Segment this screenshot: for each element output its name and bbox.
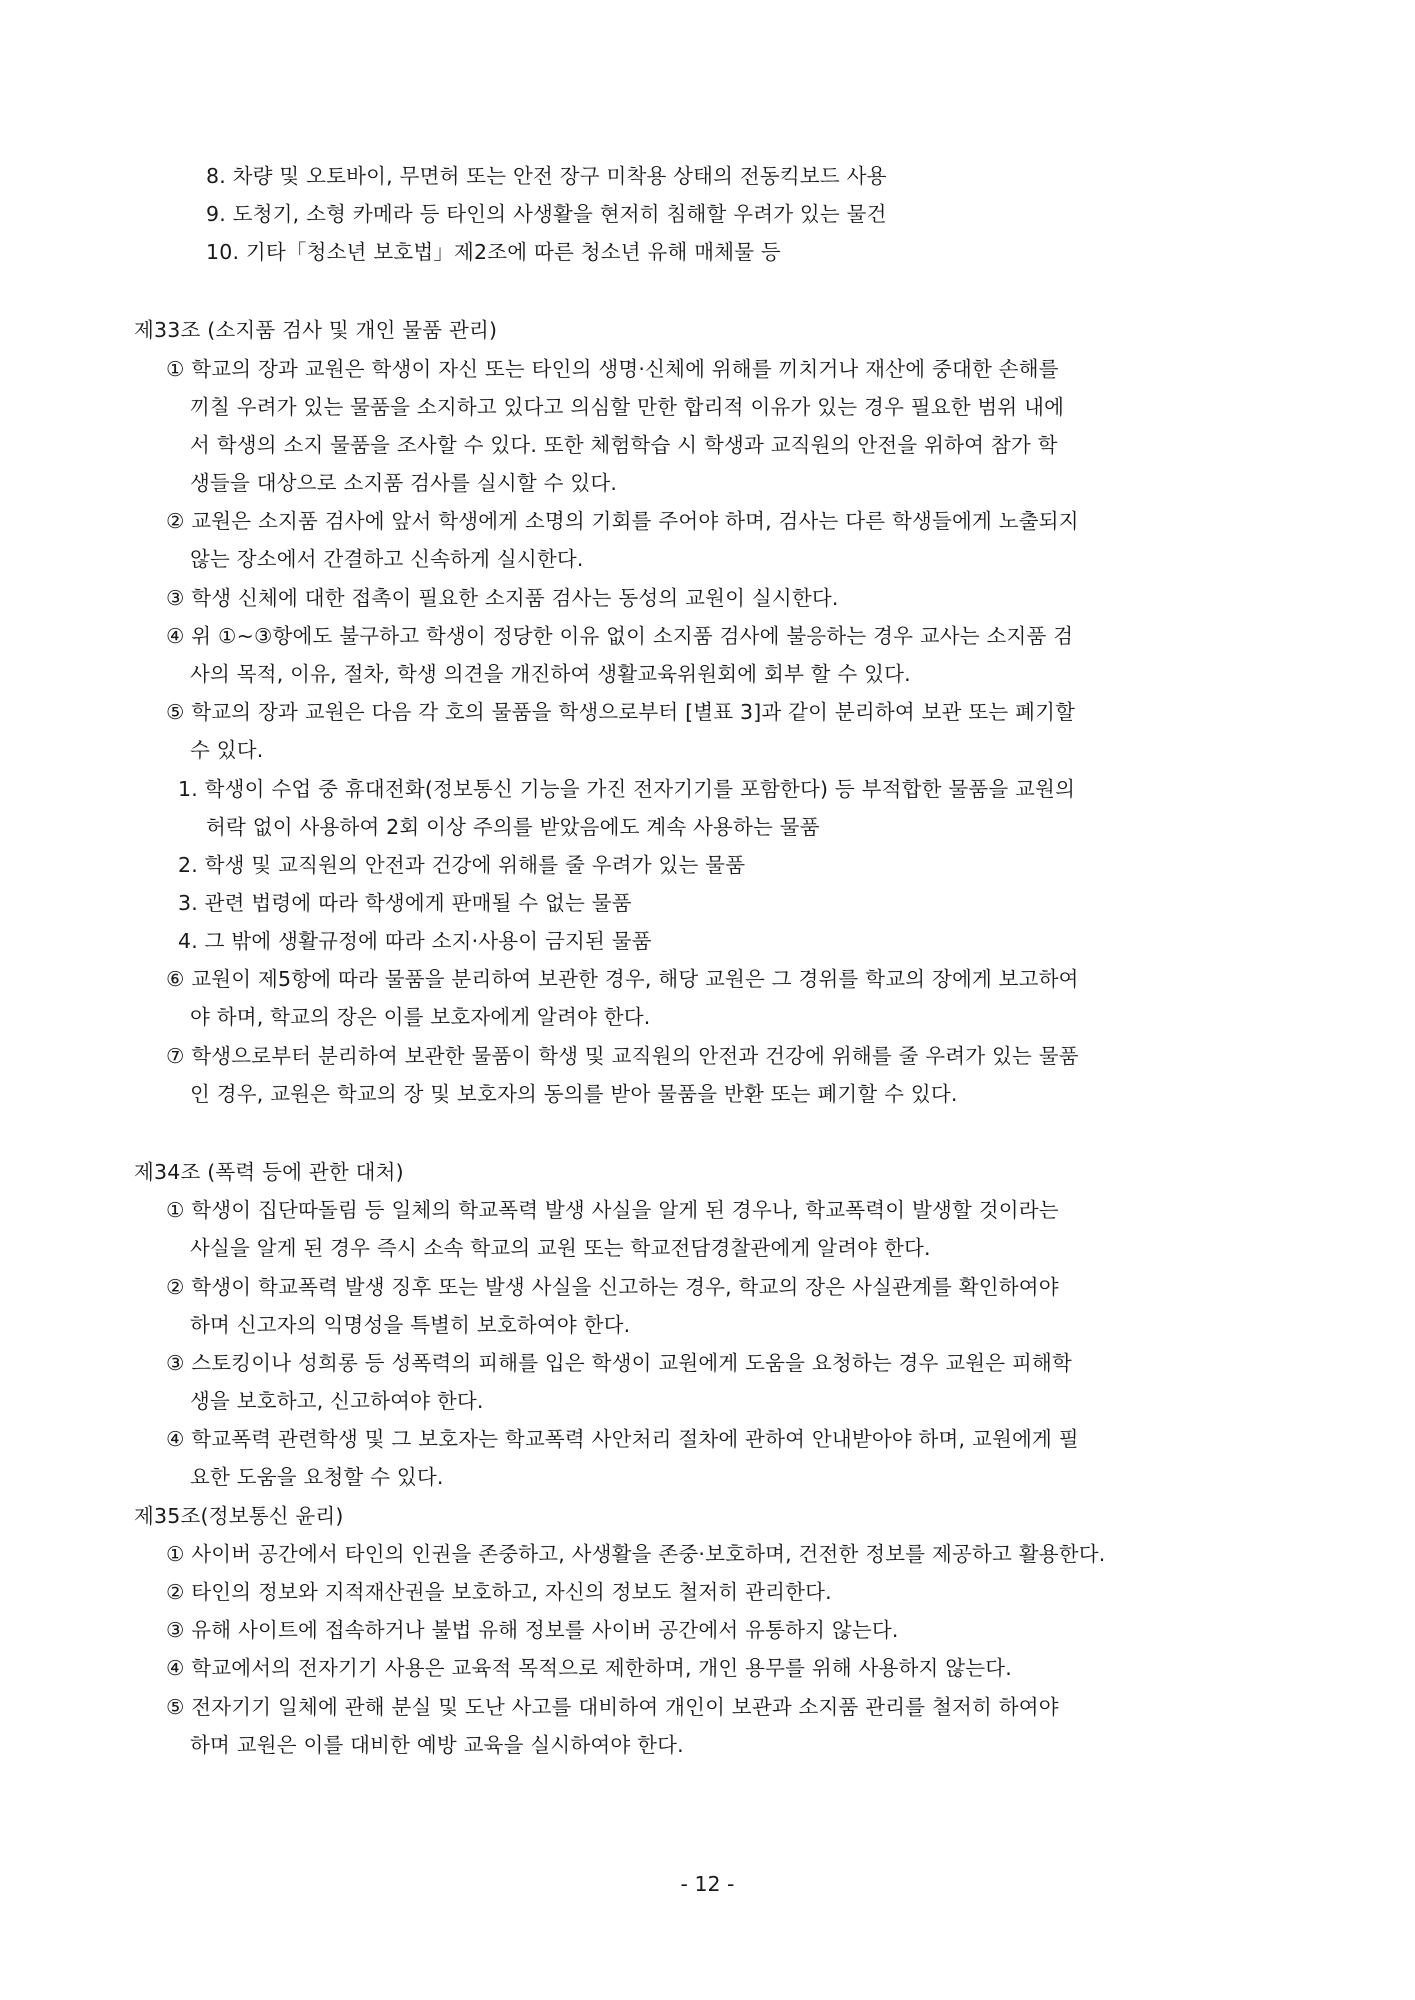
art33-para6-line1: ⑥ 교원이 제5항에 따라 물품을 분리하여 보관한 경우, 해당 교원은 그 경위를 학교의 장에게 보고하여 [166, 967, 1079, 991]
art35-para1: ① 사이버 공간에서 타인의 인권을 존중하고, 사생활을 존중·보호하며, 건전한 정보를 제공하고 활용한다. [166, 1542, 1106, 1566]
art35-para3: ③ 유해 사이트에 접속하거나 불법 유해 정보를 사이버 공간에서 유통하지 않는다. [166, 1618, 899, 1642]
art35-para2: ② 타인의 정보와 지적재산권을 보호하고, 자신의 정보도 철저히 관리한다. [166, 1580, 832, 1604]
list-item: 8. 차량 및 오토바이, 무면허 또는 안전 장구 미착용 상태의 전동킥보드 사용 [206, 164, 887, 188]
list-item: 10. 기타「청소년 보호법」제2조에 따른 청소년 유해 매체물 등 [206, 240, 781, 264]
art34-para1-line1: ① 학생이 집단따돌림 등 일체의 학교폭력 발생 사실을 알게 된 경우나, 학교폭력이 발생할 것이라는 [166, 1198, 1059, 1222]
art34-para4-line2: 요한 도움을 요청할 수 있다. [190, 1465, 444, 1489]
art33-para1-line2: 끼칠 우려가 있는 물품을 소지하고 있다고 의심할 만한 합리적 이유가 있는 경우 필요한 범위 내에 [190, 395, 1065, 419]
art33-para5-line2: 수 있다. [190, 738, 264, 762]
art33-para5-line1: ⑤ 학교의 장과 교원은 다음 각 호의 물품을 학생으로부터 [별표 3]과 같이 분리하여 보관 또는 폐기할 [166, 700, 1076, 724]
art33-para7-line2: 인 경우, 교원은 학교의 장 및 보호자의 동의를 받아 물품을 반환 또는 폐기할 수 있다. [190, 1082, 958, 1106]
art33-item4: 4. 그 밖에 생활규정에 따라 소지·사용이 금지된 물품 [178, 929, 652, 953]
page-number: - 12 - [680, 1872, 735, 1896]
art33-para4-line2: 사의 목적, 이유, 절차, 학생 의견을 개진하여 생활교육위원회에 회부 할 수 있다. [190, 662, 911, 686]
art35-para5-line1: ⑤ 전자기기 일체에 관해 분실 및 도난 사고를 대비하여 개인이 보관과 소지품 관리를 철저히 하여야 [166, 1695, 1059, 1719]
art34-para3-line1: ③ 스토킹이나 성희롱 등 성폭력의 피해를 입은 학생이 교원에게 도움을 요청하는 경우 교원은 피해학 [166, 1351, 1073, 1375]
art33-item2: 2. 학생 및 교직원의 안전과 건강에 위해를 줄 우려가 있는 물품 [178, 853, 746, 877]
art33-para1-line3: 서 학생의 소지 물품을 조사할 수 있다. 또한 체험학습 시 학생과 교직원의 안전을 위하여 참가 학 [190, 433, 1058, 457]
art33-para7-line1: ⑦ 학생으로부터 분리하여 보관한 물품이 학생 및 교직원의 안전과 건강에 위해를 줄 우려가 있는 물품 [166, 1044, 1079, 1068]
article-34-title: 제34조 (폭력 등에 관한 대처) [134, 1160, 404, 1184]
art33-item1-line1: 1. 학생이 수업 중 휴대전화(정보통신 기능을 가진 전자기기를 포함한다) 등 부적합한 물품을 교원의 [178, 777, 1076, 801]
art34-para2-line1: ② 학생이 학교폭력 발생 징후 또는 발생 사실을 신고하는 경우, 학교의 장은 사실관계를 확인하여야 [166, 1275, 1059, 1299]
art34-para3-line2: 생을 보호하고, 신고하여야 한다. [190, 1389, 484, 1413]
art34-para2-line2: 하며 신고자의 익명성을 특별히 보호하여야 한다. [190, 1313, 631, 1337]
article-35-title: 제35조(정보통신 윤리) [134, 1504, 344, 1528]
art33-para3-line1: ③ 학생 신체에 대한 접촉이 필요한 소지품 검사는 동성의 교원이 실시한다. [166, 586, 839, 610]
art35-para4: ④ 학교에서의 전자기기 사용은 교육적 목적으로 제한하며, 개인 용무를 위해 사용하지 않는다. [166, 1656, 1012, 1680]
art33-para2-line2: 않는 장소에서 간결하고 신속하게 실시한다. [190, 547, 584, 571]
art33-para6-line2: 야 하며, 학교의 장은 이를 보호자에게 알려야 한다. [190, 1005, 651, 1029]
art34-para1-line2: 사실을 알게 된 경우 즉시 소속 학교의 교원 또는 학교전담경찰관에게 알려야 한다. [190, 1236, 931, 1260]
art33-para2-line1: ② 교원은 소지품 검사에 앞서 학생에게 소명의 기회를 주어야 하며, 검사는 다른 학생들에게 노출되지 [166, 509, 1079, 533]
art33-item3: 3. 관련 법령에 따라 학생에게 판매될 수 없는 물품 [178, 891, 632, 915]
art33-item1-line2: 허락 없이 사용하여 2회 이상 주의를 받았음에도 계속 사용하는 물품 [206, 815, 820, 839]
art33-para4-line1: ④ 위 ①~③항에도 불구하고 학생이 정당한 이유 없이 소지품 검사에 불응하는 경우 교사는 소지품 검 [166, 624, 1074, 648]
list-item: 9. 도청기, 소형 카메라 등 타인의 사생활을 현저히 침해할 우려가 있는 물건 [206, 202, 887, 226]
article-33-title: 제33조 (소지품 검사 및 개인 물품 관리) [134, 318, 498, 342]
art34-para4-line1: ④ 학교폭력 관련학생 및 그 보호자는 학교폭력 사안처리 절차에 관하여 안내받아야 하며, 교원에게 필 [166, 1427, 1079, 1451]
art33-para1-line4: 생들을 대상으로 소지품 검사를 실시할 수 있다. [190, 471, 618, 495]
art33-para1-line1: ① 학교의 장과 교원은 학생이 자신 또는 타인의 생명·신체에 위해를 끼치거나 재산에 중대한 손해를 [166, 357, 1059, 381]
art35-para5-line2: 하며 교원은 이를 대비한 예방 교육을 실시하여야 한다. [190, 1733, 684, 1757]
